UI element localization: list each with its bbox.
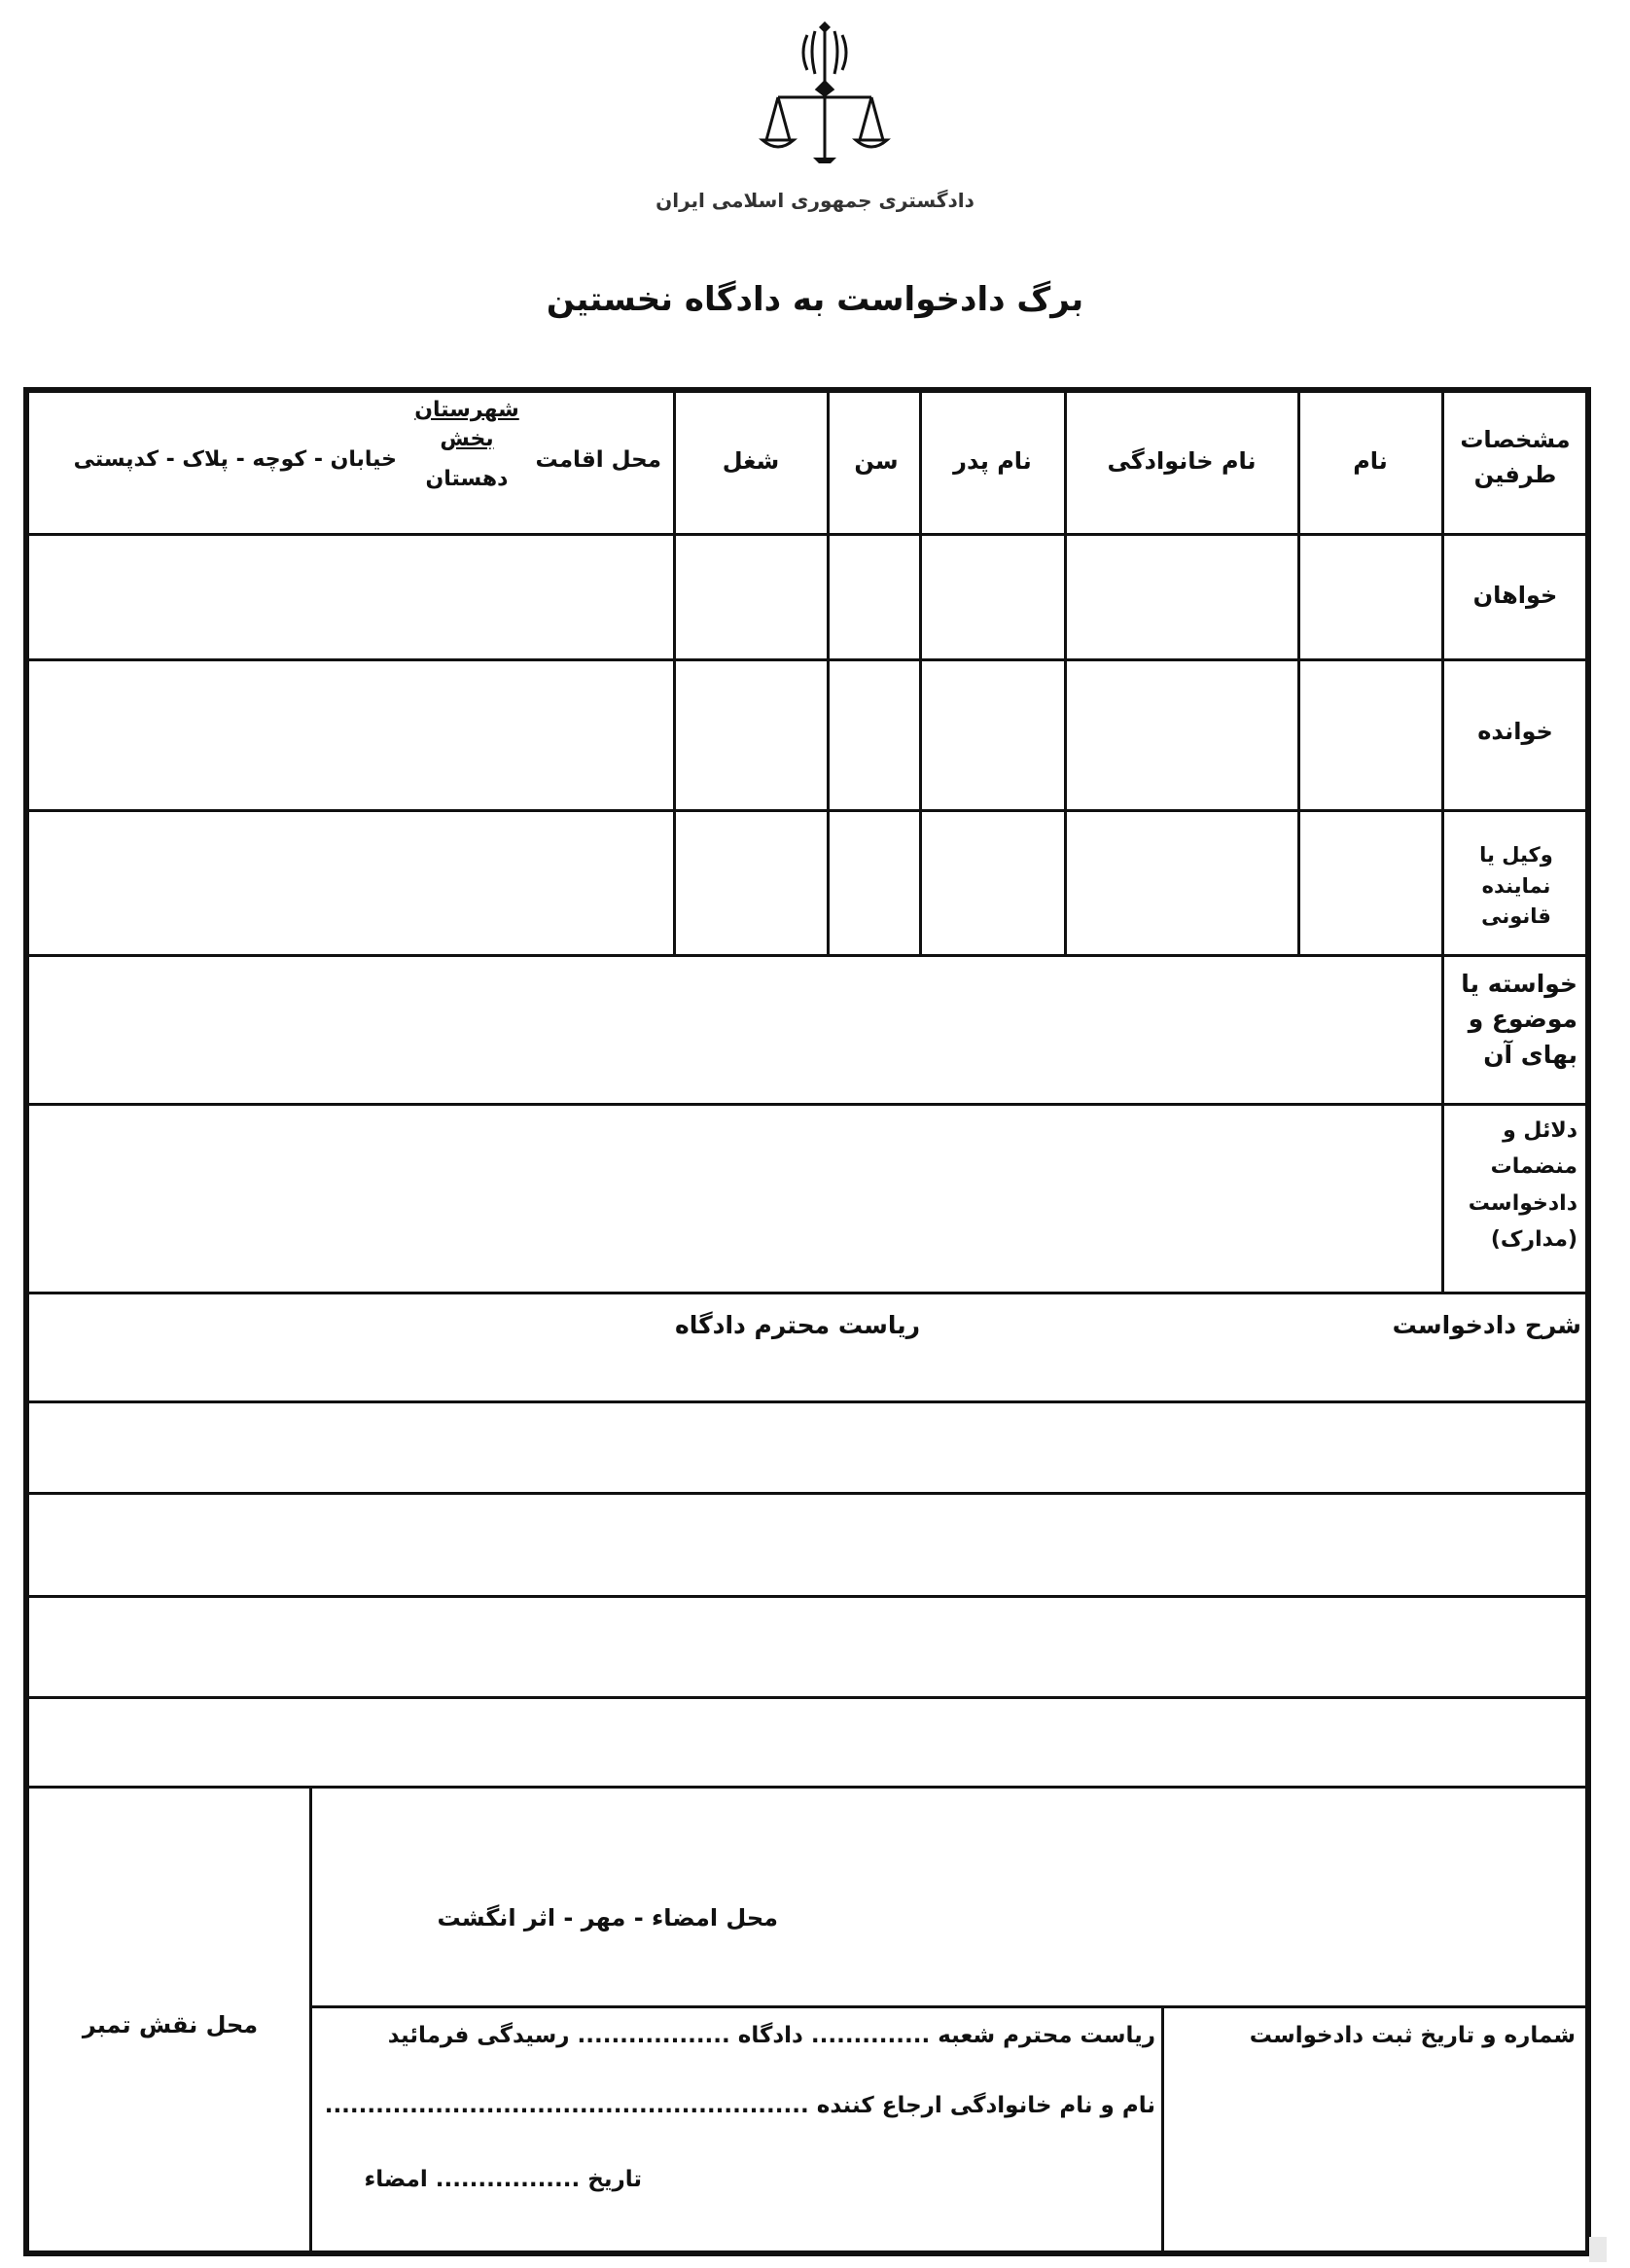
column-header-district: بخش: [440, 427, 494, 451]
evidence-label: دلائل و منضمات دادخواست (مدارک): [1468, 1118, 1577, 1253]
signature-place-label: محل امضاء - مهر - اثر انگشت: [437, 1904, 778, 1931]
referral-line: ریاست محترم شعبه .............. دادگاه .................. رسیدگی فرمائید: [387, 2023, 1155, 2048]
row-divider: [29, 1786, 1585, 1789]
row-label-attorney: وکیل یا نماینده قانونی: [1479, 843, 1553, 928]
row-divider: [29, 1292, 1585, 1294]
row-divider: [29, 1400, 1585, 1403]
stamp-place-label: محل نقش تمبر: [82, 2011, 259, 2038]
row-divider: [29, 954, 1585, 957]
row-label-defendant: خوانده: [1477, 718, 1553, 745]
column-header-age: سن: [854, 447, 899, 475]
parties-corner-label: مشخصات طرفین: [1460, 426, 1571, 488]
column-divider: [1161, 2005, 1164, 2250]
row-label-plaintiff: خواهان: [1472, 582, 1558, 609]
column-divider: [1441, 393, 1444, 1292]
page-corner-mark: [1589, 2237, 1607, 2262]
petition-form: [23, 387, 1591, 2256]
court-salutation: ریاست محترم دادگاه: [674, 1311, 921, 1339]
column-header-village: دهستان: [425, 467, 509, 491]
column-header-residence: محل اقامت: [535, 447, 661, 473]
column-header-city: شهرستان: [414, 398, 519, 422]
column-header-father-name: نام پدر: [953, 447, 1032, 475]
row-divider: [29, 1595, 1585, 1598]
column-header-occupation: شغل: [722, 447, 780, 475]
row-divider: [29, 1696, 1585, 1699]
date-signature-line: تاریخ ................. امضاء: [364, 2167, 642, 2192]
referrer-name-line: نام و نام خانوادگی ارجاع کننده .........................................................: [324, 2093, 1155, 2118]
column-header-address: خیابان - کوچه - پلاک - کدپستی: [73, 447, 397, 472]
judiciary-emblem-icon: [757, 21, 893, 167]
petition-description-label: شرح دادخواست: [1392, 1311, 1581, 1339]
row-divider: [29, 658, 1585, 661]
row-divider: [29, 533, 1585, 536]
form-title: برگ دادخواست به دادگاه نخستین: [546, 280, 1084, 319]
row-divider: [309, 2005, 1585, 2008]
registration-label: شماره و تاریخ ثبت دادخواست: [1249, 2023, 1576, 2048]
court-name: دادگستری جمهوری اسلامی ایران: [656, 189, 974, 212]
column-header-family-name: نام خانوادگی: [1107, 447, 1257, 475]
row-divider: [29, 1103, 1585, 1106]
row-divider: [29, 1492, 1585, 1495]
row-divider: [29, 809, 1585, 812]
column-divider: [309, 1786, 312, 2250]
claim-subject-label: خواسته یا موضوع و بهای آن: [1461, 970, 1577, 1069]
column-header-name: نام: [1353, 447, 1388, 475]
